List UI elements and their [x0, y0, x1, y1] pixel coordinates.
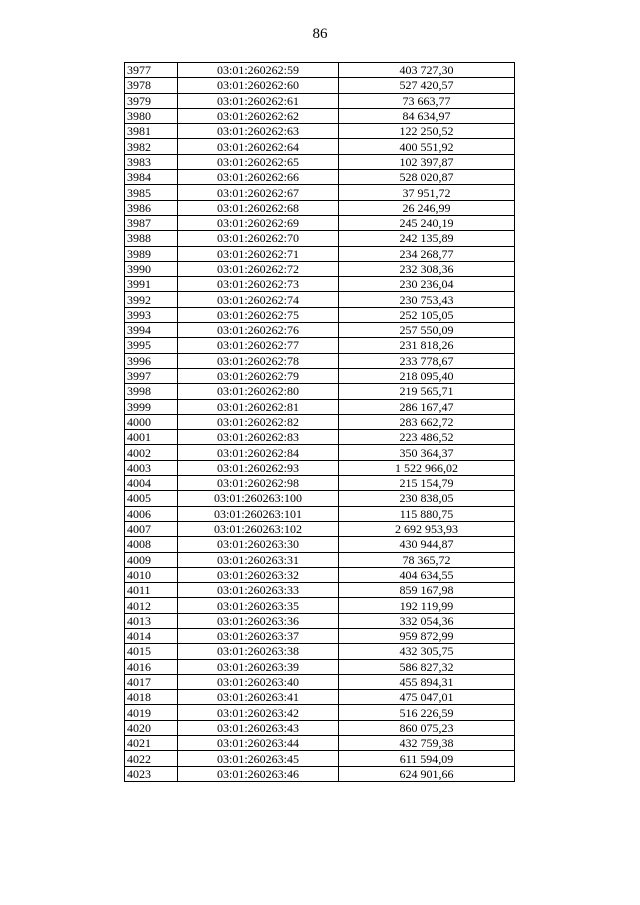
- cadastral-number-cell: 03:01:260262:67: [178, 185, 339, 200]
- row-number-cell: 4022: [125, 751, 178, 766]
- cadastral-number-cell: 03:01:260262:83: [178, 430, 339, 445]
- cadastral-number-cell: 03:01:260262:75: [178, 307, 339, 322]
- table-row: [125, 368, 515, 383]
- table-row: [125, 552, 515, 567]
- cadastral-number-cell: 03:01:260263:30: [178, 537, 339, 552]
- table-row: [125, 231, 515, 246]
- cadastral-value-cell: 432 305,75: [339, 644, 515, 659]
- cadastral-value-cell: 1 522 966,02: [339, 460, 515, 475]
- row-number-cell: 4021: [125, 736, 178, 751]
- cadastral-number-cell: 03:01:260262:63: [178, 124, 339, 139]
- row-number-cell: 4014: [125, 628, 178, 643]
- row-number-cell: 4001: [125, 430, 178, 445]
- table-row: [125, 521, 515, 536]
- cadastral-value-cell: 403 727,30: [339, 63, 515, 78]
- cadastral-number-cell: 03:01:260262:93: [178, 460, 339, 475]
- row-number-cell: 4023: [125, 766, 178, 781]
- cadastral-value-cell: 215 154,79: [339, 476, 515, 491]
- table-row: [125, 277, 515, 292]
- cadastral-number-cell: 03:01:260262:79: [178, 368, 339, 383]
- cadastral-number-cell: 03:01:260262:72: [178, 261, 339, 276]
- table-row: [125, 445, 515, 460]
- cadastral-value-cell: 78 365,72: [339, 552, 515, 567]
- table-row: [125, 170, 515, 185]
- cadastral-value-cell: 432 759,38: [339, 736, 515, 751]
- cadastral-value-cell: 242 135,89: [339, 231, 515, 246]
- table-row: [125, 598, 515, 613]
- row-number-cell: 3991: [125, 277, 178, 292]
- cadastral-value-cell: 283 662,72: [339, 414, 515, 429]
- table-row: [125, 613, 515, 628]
- row-number-cell: 4011: [125, 583, 178, 598]
- table-row: [125, 430, 515, 445]
- cadastral-number-cell: 03:01:260262:78: [178, 353, 339, 368]
- table-row: [125, 583, 515, 598]
- cadastral-value-cell: 859 167,98: [339, 583, 515, 598]
- cadastral-number-cell: 03:01:260263:42: [178, 705, 339, 720]
- row-number-cell: 3977: [125, 63, 178, 78]
- cadastral-number-cell: 03:01:260262:73: [178, 277, 339, 292]
- table-row: [125, 690, 515, 705]
- row-number-cell: 3996: [125, 353, 178, 368]
- cadastral-value-cell: 430 944,87: [339, 537, 515, 552]
- row-number-cell: 4004: [125, 476, 178, 491]
- row-number-cell: 4002: [125, 445, 178, 460]
- cadastral-value-cell: 115 880,75: [339, 506, 515, 521]
- row-number-cell: 3992: [125, 292, 178, 307]
- cadastral-number-cell: 03:01:260262:82: [178, 414, 339, 429]
- row-number-cell: 4005: [125, 491, 178, 506]
- row-number-cell: 3980: [125, 108, 178, 123]
- cadastral-value-table: [124, 62, 515, 782]
- table-row: [125, 292, 515, 307]
- cadastral-number-cell: 03:01:260263:38: [178, 644, 339, 659]
- cadastral-value-cell: 232 308,36: [339, 261, 515, 276]
- row-number-cell: 3978: [125, 78, 178, 93]
- table-row: [125, 506, 515, 521]
- cadastral-value-cell: 245 240,19: [339, 215, 515, 230]
- cadastral-number-cell: 03:01:260263:101: [178, 506, 339, 521]
- cadastral-number-cell: 03:01:260262:62: [178, 108, 339, 123]
- cadastral-value-cell: 404 634,55: [339, 567, 515, 582]
- cadastral-number-cell: 03:01:260263:35: [178, 598, 339, 613]
- cadastral-value-cell: 455 894,31: [339, 674, 515, 689]
- table-row: [125, 307, 515, 322]
- row-number-cell: 4019: [125, 705, 178, 720]
- row-number-cell: 4016: [125, 659, 178, 674]
- row-number-cell: 4015: [125, 644, 178, 659]
- table-body: [125, 63, 515, 782]
- table-row: [125, 353, 515, 368]
- table-row: [125, 491, 515, 506]
- row-number-cell: 3984: [125, 170, 178, 185]
- table-row: [125, 139, 515, 154]
- row-number-cell: 4020: [125, 720, 178, 735]
- cadastral-value-cell: 230 838,05: [339, 491, 515, 506]
- cadastral-number-cell: 03:01:260263:45: [178, 751, 339, 766]
- page-number: 86: [312, 26, 328, 42]
- row-number-cell: 4000: [125, 414, 178, 429]
- cadastral-value-cell: 332 054,36: [339, 613, 515, 628]
- row-number-cell: 3997: [125, 368, 178, 383]
- cadastral-value-cell: 624 901,66: [339, 766, 515, 781]
- table-row: [125, 674, 515, 689]
- cadastral-number-cell: 03:01:260263:32: [178, 567, 339, 582]
- cadastral-number-cell: 03:01:260262:59: [178, 63, 339, 78]
- cadastral-value-cell: 192 119,99: [339, 598, 515, 613]
- table-row: [125, 78, 515, 93]
- row-number-cell: 4003: [125, 460, 178, 475]
- cadastral-number-cell: 03:01:260263:43: [178, 720, 339, 735]
- cadastral-value-cell: 611 594,09: [339, 751, 515, 766]
- cadastral-value-cell: 252 105,05: [339, 307, 515, 322]
- cadastral-number-cell: 03:01:260262:76: [178, 323, 339, 338]
- table-row: [125, 200, 515, 215]
- cadastral-value-cell: 37 951,72: [339, 185, 515, 200]
- table-row: [125, 323, 515, 338]
- cadastral-value-cell: 223 486,52: [339, 430, 515, 445]
- row-number-cell: 3987: [125, 215, 178, 230]
- cadastral-value-cell: 400 551,92: [339, 139, 515, 154]
- cadastral-number-cell: 03:01:260262:81: [178, 399, 339, 414]
- cadastral-value-cell: 959 872,99: [339, 628, 515, 643]
- cadastral-value-cell: 233 778,67: [339, 353, 515, 368]
- table-row: [125, 751, 515, 766]
- cadastral-number-cell: 03:01:260262:80: [178, 384, 339, 399]
- cadastral-value-cell: 102 397,87: [339, 154, 515, 169]
- cadastral-number-cell: 03:01:260263:41: [178, 690, 339, 705]
- cadastral-value-cell: 475 047,01: [339, 690, 515, 705]
- table-row: [125, 537, 515, 552]
- row-number-cell: 4013: [125, 613, 178, 628]
- table-row: [125, 261, 515, 276]
- cadastral-number-cell: 03:01:260262:66: [178, 170, 339, 185]
- table-row: [125, 154, 515, 169]
- table-row: [125, 460, 515, 475]
- table-row: [125, 628, 515, 643]
- table-row: [125, 215, 515, 230]
- cadastral-number-cell: 03:01:260262:68: [178, 200, 339, 215]
- cadastral-number-cell: 03:01:260262:84: [178, 445, 339, 460]
- row-number-cell: 3994: [125, 323, 178, 338]
- row-number-cell: 4010: [125, 567, 178, 582]
- row-number-cell: 4012: [125, 598, 178, 613]
- cadastral-value-cell: 219 565,71: [339, 384, 515, 399]
- cadastral-number-cell: 03:01:260262:98: [178, 476, 339, 491]
- cadastral-number-cell: 03:01:260263:33: [178, 583, 339, 598]
- cadastral-value-cell: 26 246,99: [339, 200, 515, 215]
- cadastral-value-cell: 230 753,43: [339, 292, 515, 307]
- cadastral-value-cell: 122 250,52: [339, 124, 515, 139]
- cadastral-number-cell: 03:01:260262:60: [178, 78, 339, 93]
- row-number-cell: 3985: [125, 185, 178, 200]
- cadastral-value-cell: 860 075,23: [339, 720, 515, 735]
- cadastral-number-cell: 03:01:260263:40: [178, 674, 339, 689]
- table-row: [125, 736, 515, 751]
- cadastral-value-cell: 257 550,09: [339, 323, 515, 338]
- table-row: [125, 124, 515, 139]
- row-number-cell: 3990: [125, 261, 178, 276]
- cadastral-number-cell: 03:01:260262:71: [178, 246, 339, 261]
- row-number-cell: 4009: [125, 552, 178, 567]
- table-row: [125, 246, 515, 261]
- table-row: [125, 705, 515, 720]
- cadastral-number-cell: 03:01:260263:100: [178, 491, 339, 506]
- cadastral-value-cell: 350 364,37: [339, 445, 515, 460]
- row-number-cell: 4018: [125, 690, 178, 705]
- cadastral-number-cell: 03:01:260263:31: [178, 552, 339, 567]
- row-number-cell: 3983: [125, 154, 178, 169]
- cadastral-value-cell: 218 095,40: [339, 368, 515, 383]
- row-number-cell: 3982: [125, 139, 178, 154]
- table-row: [125, 399, 515, 414]
- table-row: [125, 384, 515, 399]
- row-number-cell: 4017: [125, 674, 178, 689]
- cadastral-value-cell: 84 634,97: [339, 108, 515, 123]
- cadastral-number-cell: 03:01:260263:102: [178, 521, 339, 536]
- table-row: [125, 567, 515, 582]
- table-row: [125, 338, 515, 353]
- row-number-cell: 3998: [125, 384, 178, 399]
- cadastral-number-cell: 03:01:260262:65: [178, 154, 339, 169]
- cadastral-number-cell: 03:01:260263:36: [178, 613, 339, 628]
- table-row: [125, 659, 515, 674]
- cadastral-number-cell: 03:01:260262:70: [178, 231, 339, 246]
- table-row: [125, 93, 515, 108]
- row-number-cell: 4007: [125, 521, 178, 536]
- row-number-cell: 4008: [125, 537, 178, 552]
- table-row: [125, 63, 515, 78]
- table-row: [125, 185, 515, 200]
- row-number-cell: 3979: [125, 93, 178, 108]
- cadastral-number-cell: 03:01:260263:46: [178, 766, 339, 781]
- cadastral-value-cell: 528 020,87: [339, 170, 515, 185]
- cadastral-value-cell: 516 226,59: [339, 705, 515, 720]
- table-row: [125, 644, 515, 659]
- cadastral-value-cell: 73 663,77: [339, 93, 515, 108]
- cadastral-number-cell: 03:01:260262:74: [178, 292, 339, 307]
- cadastral-value-cell: 230 236,04: [339, 277, 515, 292]
- row-number-cell: 3981: [125, 124, 178, 139]
- cadastral-value-cell: 234 268,77: [339, 246, 515, 261]
- cadastral-value-cell: 286 167,47: [339, 399, 515, 414]
- row-number-cell: 3999: [125, 399, 178, 414]
- cadastral-value-cell: 527 420,57: [339, 78, 515, 93]
- cadastral-number-cell: 03:01:260262:64: [178, 139, 339, 154]
- cadastral-number-cell: 03:01:260263:39: [178, 659, 339, 674]
- row-number-cell: 3988: [125, 231, 178, 246]
- cadastral-number-cell: 03:01:260263:44: [178, 736, 339, 751]
- cadastral-number-cell: 03:01:260262:69: [178, 215, 339, 230]
- table-row: [125, 766, 515, 781]
- row-number-cell: 3995: [125, 338, 178, 353]
- table-row: [125, 108, 515, 123]
- row-number-cell: 3986: [125, 200, 178, 215]
- cadastral-number-cell: 03:01:260262:61: [178, 93, 339, 108]
- cadastral-value-cell: 231 818,26: [339, 338, 515, 353]
- row-number-cell: 3993: [125, 307, 178, 322]
- cadastral-number-cell: 03:01:260263:37: [178, 628, 339, 643]
- cadastral-value-cell: 586 827,32: [339, 659, 515, 674]
- table-row: [125, 414, 515, 429]
- table-row: [125, 476, 515, 491]
- row-number-cell: 4006: [125, 506, 178, 521]
- cadastral-number-cell: 03:01:260262:77: [178, 338, 339, 353]
- table-row: [125, 720, 515, 735]
- cadastral-value-cell: 2 692 953,93: [339, 521, 515, 536]
- row-number-cell: 3989: [125, 246, 178, 261]
